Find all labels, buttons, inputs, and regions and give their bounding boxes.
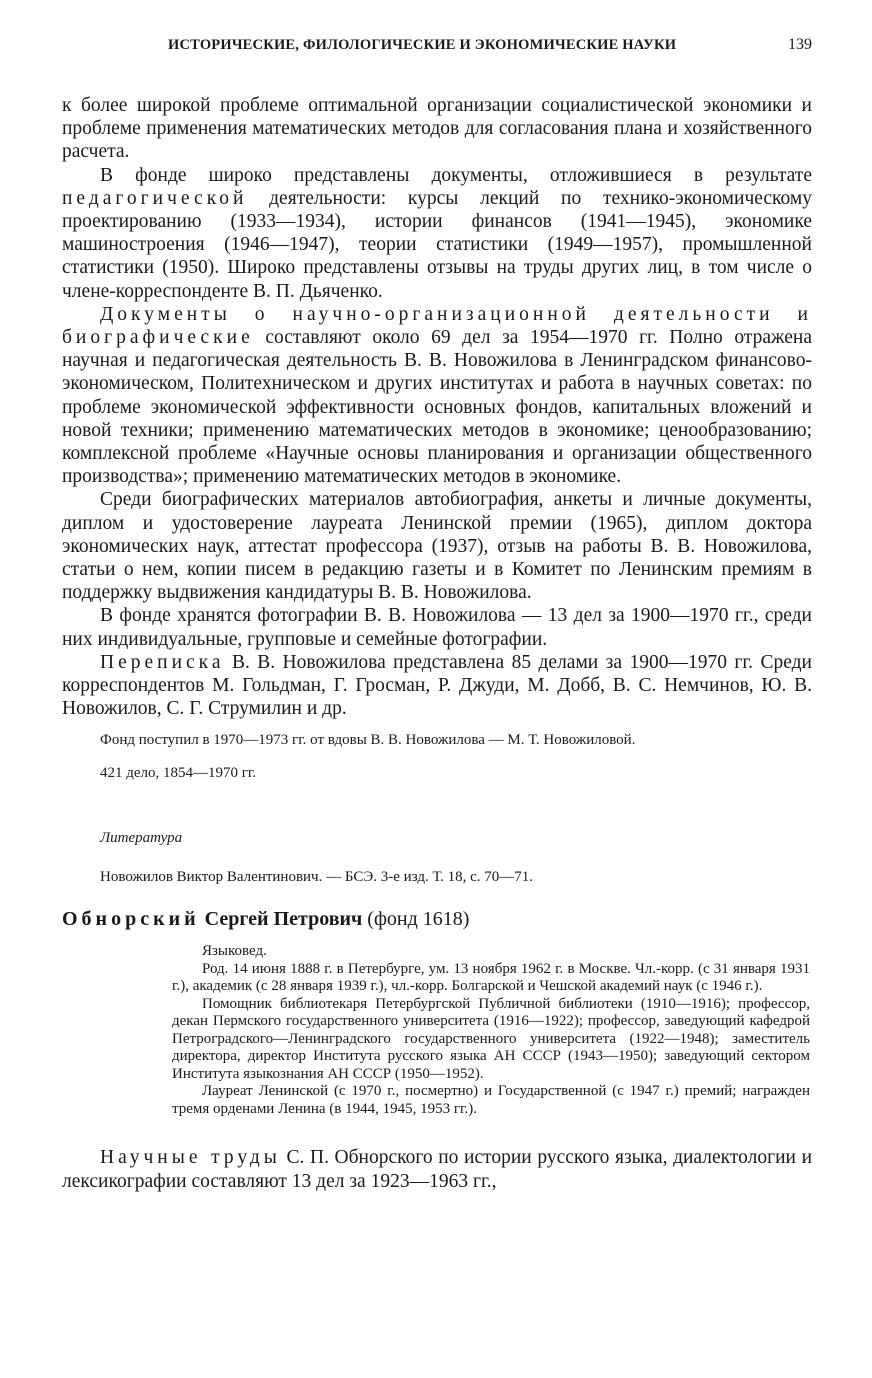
- paragraph-correspondence: [62, 651, 812, 721]
- paragraph-text: деятельности: курсы лекций по технико-экономическому проектированию (1933—1934), истории финансов (1941—1945), экономике машиностроения (1946—1947), теории статистики (1949—1957), промышленной статистики (1950). Широко представлены отзывы на труды других лиц, в том числе о члене-корреспонденте В. П. Дьяченко.: [62, 187, 812, 302]
- paragraph-text: составляют около 69 дел за 1954—1970 гг. Полно отражена научная и педагогическая деятельность В. В. Новожилова в Ленинградском финансово-экономическом, Политехническом и других институтах и работа в научных советах: по проблеме экономической эффективности основных фондов, капитальных вложений и новой техники; применению математических методов в экономике; ценообразованию; комплексной проблеме «Научные основы планирования и организации общественного производства»; применению математических методов в экономике.: [62, 327, 812, 488]
- paragraph-text: С. П. Обнорского по истории русского языка, диалектологии и лексикографии составляют 13 дел за 1923—1963 гг.,: [62, 1147, 813, 1192]
- biography-block: [172, 943, 810, 1118]
- bio-career: Помощник библиотекаря Петербургской Публичной библиотеки (1910—1916); профессор, декан Пермского государственного университета (1916—1922); профессор, заведующий кафедрой Петроградского—Ленинградского государственного университета (1922—1948); заместитель директора, директор Института русского языка АН СССР (1943—1950); заведующий сектором Института языкознания АН СССР (1950—1952).: [172, 995, 810, 1082]
- paragraph-photographs: В фонде хранятся фотографии В. В. Новожилова — 13 дел за 1900—1970 гг., среди них индивидуальные, групповые и семейные фотографии.: [62, 605, 812, 650]
- entry-surname: Обнорский: [62, 908, 200, 931]
- paragraph-text: В фонде широко представлены документы, отложившиеся в результате: [100, 164, 812, 186]
- literature-item: Новожилов Виктор Валентинович. — БСЭ. 3-е изд. Т. 18, с. 70—71.: [100, 869, 534, 886]
- paragraph-continuation: к более широкой проблеме оптимальной организации социалистической экономики и проблеме применения математических методов для согласования плана и хозяйственного расчета.: [62, 95, 812, 163]
- paragraph-pedagogical: [62, 164, 812, 303]
- literature-title: Литература: [100, 830, 183, 847]
- bio-born: Род. 14 июня 1888 г. в Петербурге, ум. 13 ноября 1962 г. в Москве. Чл.-корр. (с 31 января 1931 г.), академик (с 28 января 1939 г.), чл.-корр. Болгарской и Чешской академий наук (с 1946 г.).: [172, 960, 810, 995]
- paragraph-text: В. В. Новожилова представлена 85 делами за 1900—1970 гг. Среди корреспондентов М. Гольдман, Г. Гросман, Р. Джуди, М. Добб, В. С. Немчинов, Ю. В. Новожилов, С. Г. Струмилин и др.: [62, 651, 812, 720]
- bio-profession: Языковед.: [202, 943, 267, 960]
- page-number: 139: [788, 36, 812, 53]
- bio-awards: Лауреат Ленинской (с 1970 г., посмертно) и Государственной (с 1947 г.) премий; награжден тремя орденами Ленина (в 1944, 1945, 1953 гг.).: [172, 1083, 810, 1117]
- paragraph-organizational: [62, 303, 812, 489]
- entry-name: Сергей Петрович: [199, 908, 363, 931]
- spaced-term: Документы о научно-организационной деятельности и биографические: [62, 303, 812, 349]
- fund-note: Фонд поступил в 1970—1973 гг. от вдовы В. В. Новожилова — М. Т. Новожиловой.: [100, 732, 636, 749]
- main-text: [62, 94, 812, 1193]
- paragraph-scientific-works: [62, 1146, 812, 1192]
- running-title: ИСТОРИЧЕСКИЕ, ФИЛОЛОГИЧЕСКИЕ И ЭКОНОМИЧЕСКИЕ НАУКИ: [168, 37, 677, 53]
- entry-fund: (фонд 1618): [362, 908, 470, 931]
- entry-heading: [62, 908, 812, 931]
- spaced-term: Научные труды: [100, 1147, 281, 1169]
- spaced-term: Переписка: [100, 651, 225, 673]
- paragraph-biographical: Среди биографических материалов автобиография, анкеты и личные документы, диплом и удостоверение лауреата Ленинской премии (1965), диплом доктора экономических наук, аттестат профессора (1937), отзыв на работы В. В. Новожилова, статьи о нем, копии писем в редакцию газеты и в Комитет по Ленинским премиям в поддержку выдвижения кандидатуры В. В. Новожилова.: [62, 489, 812, 604]
- fund-count: 421 дело, 1854—1970 гг.: [100, 764, 257, 781]
- spaced-term: педагогической: [62, 187, 248, 209]
